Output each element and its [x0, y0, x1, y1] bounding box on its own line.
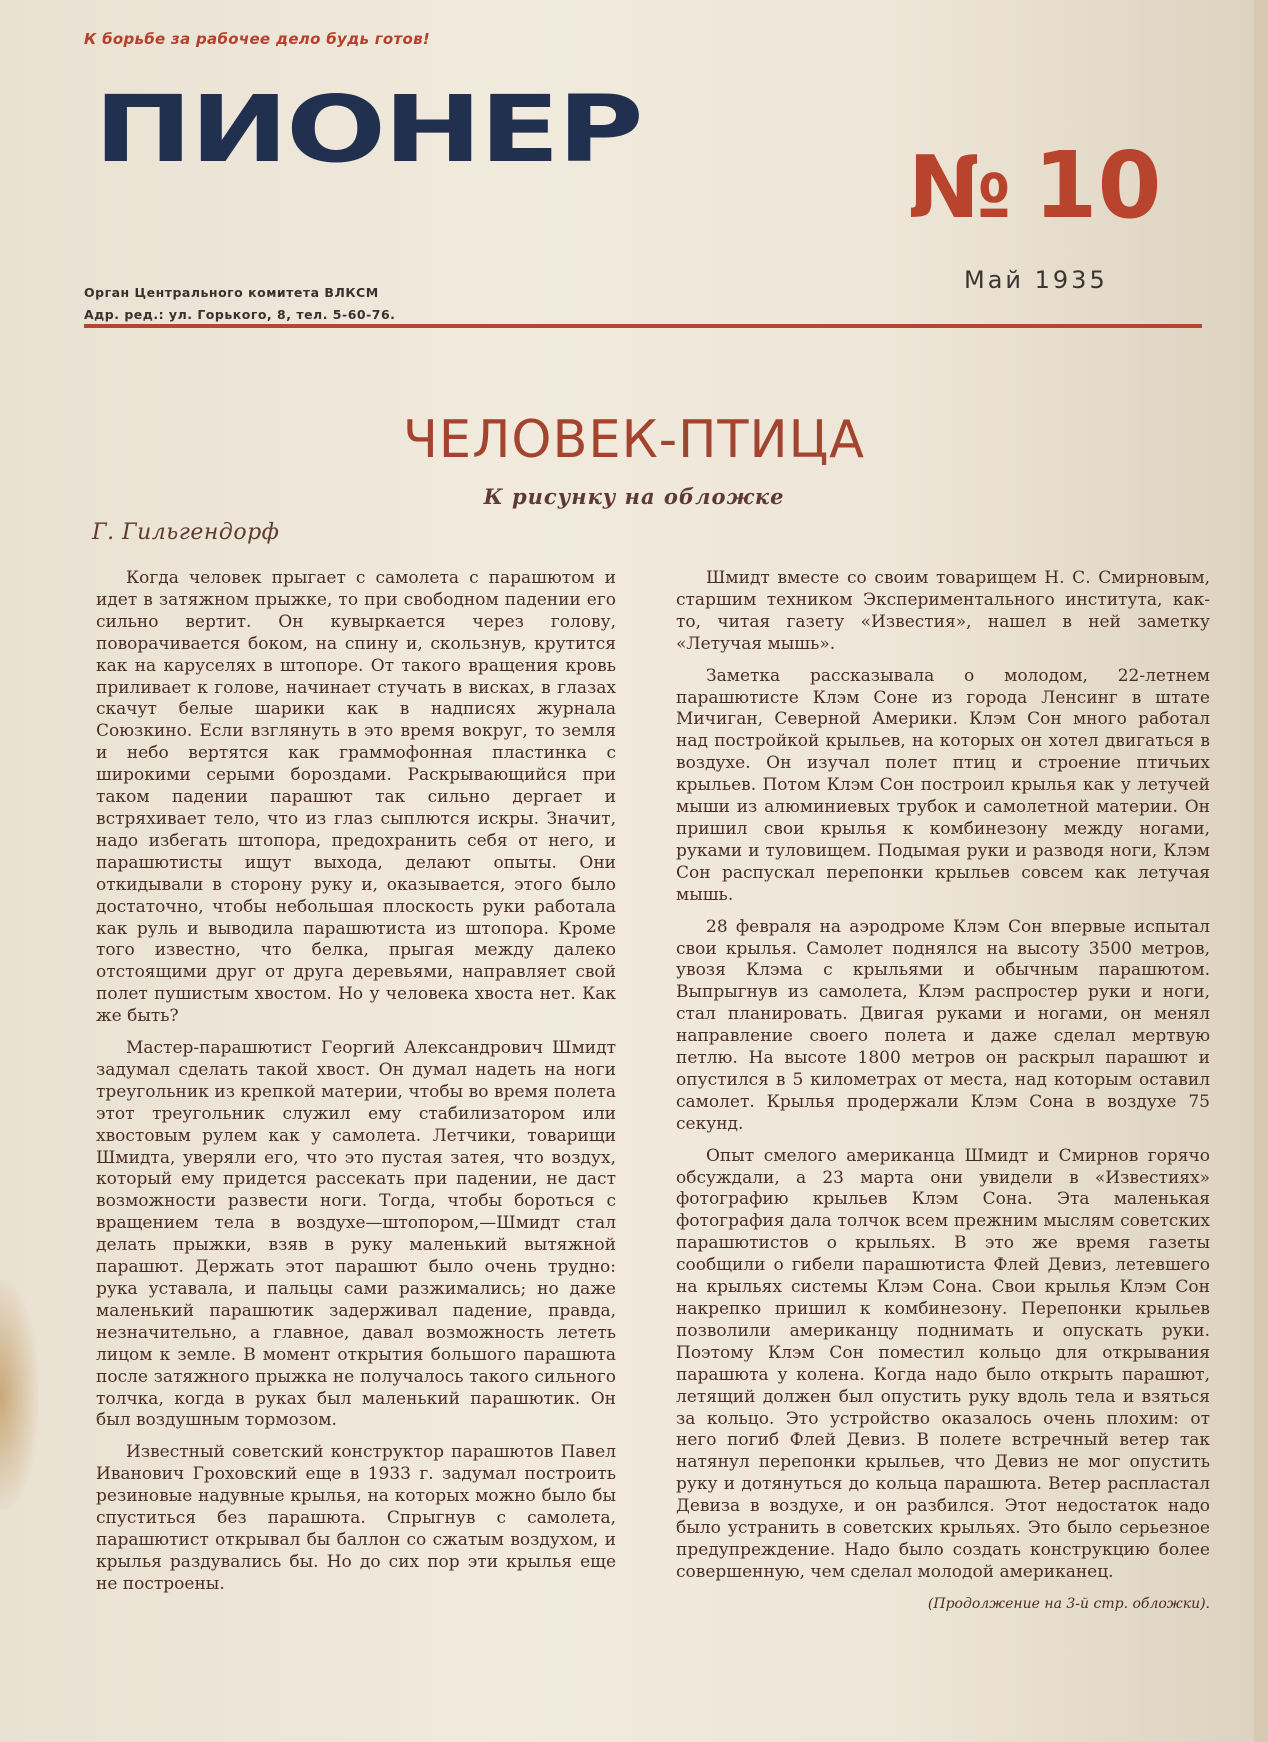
paragraph: Опыт смелого американца Шмидт и Смирнов горячо обсуждали, а 23 марта они увидели в «Известиях» фотографию крыльев Клэм Сона. Эта маленькая фотография дала толчок всем прежним мыслям советских парашютистов о крыльях. В это же время газеты сообщили о гибели парашютиста Флей Девиз, летевшего на крыльях системы Клэм Сона. Свои крылья Клэм Сон накрепко пришил к комбинезону. Перепонки крыльев позволили американцу поднимать и опускать руки. Поэтому Клэм Сон поместил кольцо для открывания парашюта у колена. Когда надо было открыть парашют, летящий должен был опустить руку вдоль тела и взяться за кольцо. Это устройство оказалось очень плохим: от него погиб Флей Девиз. В полете встречный ветер так натянул перепонки крыльев, что Девиз не мог опустить руку и дотянуться до кольца парашюта. Ветер распластал Девиза в воздухе, и он разбился. Этот недостаток надо было устранить в советских крыльях. Это было серьезное предупреждение. Надо было создать конструкцию более совершенную, чем сделал молодой американец. — [676, 1145, 1210, 1582]
paragraph: Известный советский конструктор парашютов Павел Иванович Гроховский еще в 1933 г. задумал построить резиновые надувные крылья, на которых можно было бы спуститься без парашюта. Спрыгнув с самолета, парашютист открывал бы баллон со сжатым воздухом, и крылья раздувались бы. Но до сих пор эти крылья еще не построены. — [96, 1442, 616, 1594]
paper-stain — [0, 1280, 38, 1510]
paragraph: Когда человек прыгает с самолета с парашютом и идет в затяжном прыжке, то при свободном падении его сильно вертит. Он кувыркается через голову, поворачивается боком, на спину и, скользнув, крутится как на каруселях в штопоре. От такого вращения кровь приливает к голове, начинает стучать в висках, в глазах скачут белые шарики как в надписях журнала Союзкино. Если взглянуть в это время вокруг, то земля и небо вертятся как граммофонная пластинка с широкими серыми бороздами. Раскрывающийся при таком падении парашют так сильно дергает и встряхивает тело, что из глаз сыплются искры. Значит, надо избегать штопора, предохранить себя от него, и парашютисты ищут выхода, делают опыты. Они откидывали в сторону руку и, оказывается, этого было достаточно, чтобы небольшая плоскость руки работала как руль и выводила парашютиста из штопора. Кроме того известно, что белка, прыгая между далеко отстоящими друг от друга деревьями, направляет свой полет пушистым хвостом. Но у человека хвоста нет. Как же быть? — [96, 568, 616, 1027]
paragraph: Заметка рассказывала о молодом, 22-летнем парашютисте Клэм Соне из города Ленсинг в штате Мичиган, Северной Америки. Клэм Сон много работал над постройкой крыльев, на которых он хотел двигаться в воздухе. Он изучал полет птиц и строение птичьих крыльев. Потом Клэм Сон построил крылья как у летучей мыши из алюминиевых трубок и самолетной материи. Он пришил свои крылья к комбинезону между ногами, руками и туловищем. Подымая руки и разводя ноги, Клэм Сон распускал перепонки крыльев совсем как летучая мышь. — [676, 665, 1210, 905]
paragraph: Мастер-парашютист Георгий Александрович Шмидт задумал сделать такой хвост. Он думал надеть на ноги треугольник из крепкой материи, чтобы во время полета этот треугольник служил ему стабилизатором или хвостовым рулем как у самолета. Летчики, товарищи Шмидта, уверяли его, что это пустая затея, что воздух, который ему придется рассекать при падении, не даст возможности развести ноги. Тогда, чтобы бороться с вращением тела в воздухе—штопором,—Шмидт стал делать прыжки, взяв в руку маленький вытяжной парашют. Держать этот парашют было очень трудно: рука уставала, и пальцы сами разжимались; но даже маленький парашютик задерживал падение, правда, незначительно, а главное, давал возможность лететь лицом к земле. В момент открытия большого парашюта после затяжного прыжка не получалось такого сильного толчка, когда в руках был маленький парашютик. Он был воздушным тормозом. — [96, 1038, 616, 1431]
issue-number-value: 10 — [1033, 132, 1162, 239]
publisher-info — [84, 282, 395, 326]
issue-number — [908, 132, 1162, 239]
header-divider — [84, 324, 1202, 328]
paragraph: 28 февраля на аэродроме Клэм Сон впервые испытал свои крылья. Самолет поднялся на высоту 3500 метров, увозя Клэма с крыльями и обычным парашютом. Выпрыгнув из самолета, Клэм распростер руки и ноги, стал планировать. Двигая руками и ногами, он менял направление своего полета и даже сделал мертвую петлю. На высоте 1800 метров он раскрыл парашют и опустился в 5 километрах от места, над которым оставил самолет. Крылья продержали Клэм Сона в воздухе 75 секунд. — [676, 916, 1210, 1134]
issue-date: Май 1935 — [964, 266, 1108, 294]
organ-line: Орган Центрального комитета ВЛКСМ — [84, 285, 379, 300]
slogan: К борьбе за рабочее дело будь готов! — [84, 30, 431, 48]
article-column-right — [676, 568, 1210, 1616]
article-column-left — [96, 568, 616, 1606]
masthead-logo: ПИОНЕР — [94, 76, 642, 183]
article-subtitle: К рисунку на обложке — [483, 484, 785, 509]
article-author: Г. Гильгендорф — [92, 520, 280, 545]
article-title: ЧЕЛОВЕК-ПТИЦА — [402, 410, 866, 470]
paragraph: Шмидт вместе со своим товарищем Н. С. Смирновым, старшим техником Экспериментального института, как-то, читая газету «Известия», нашел в ней заметку «Летучая мышь». — [676, 568, 1210, 654]
issue-sign: № — [908, 138, 1012, 238]
address-line: Адр. ред.: ул. Горького, 8, тел. 5-60-76. — [84, 307, 396, 322]
page-edge — [1254, 0, 1268, 1742]
continuation-note: (Продолжение на 3-й стр. обложки). — [927, 1595, 1210, 1612]
